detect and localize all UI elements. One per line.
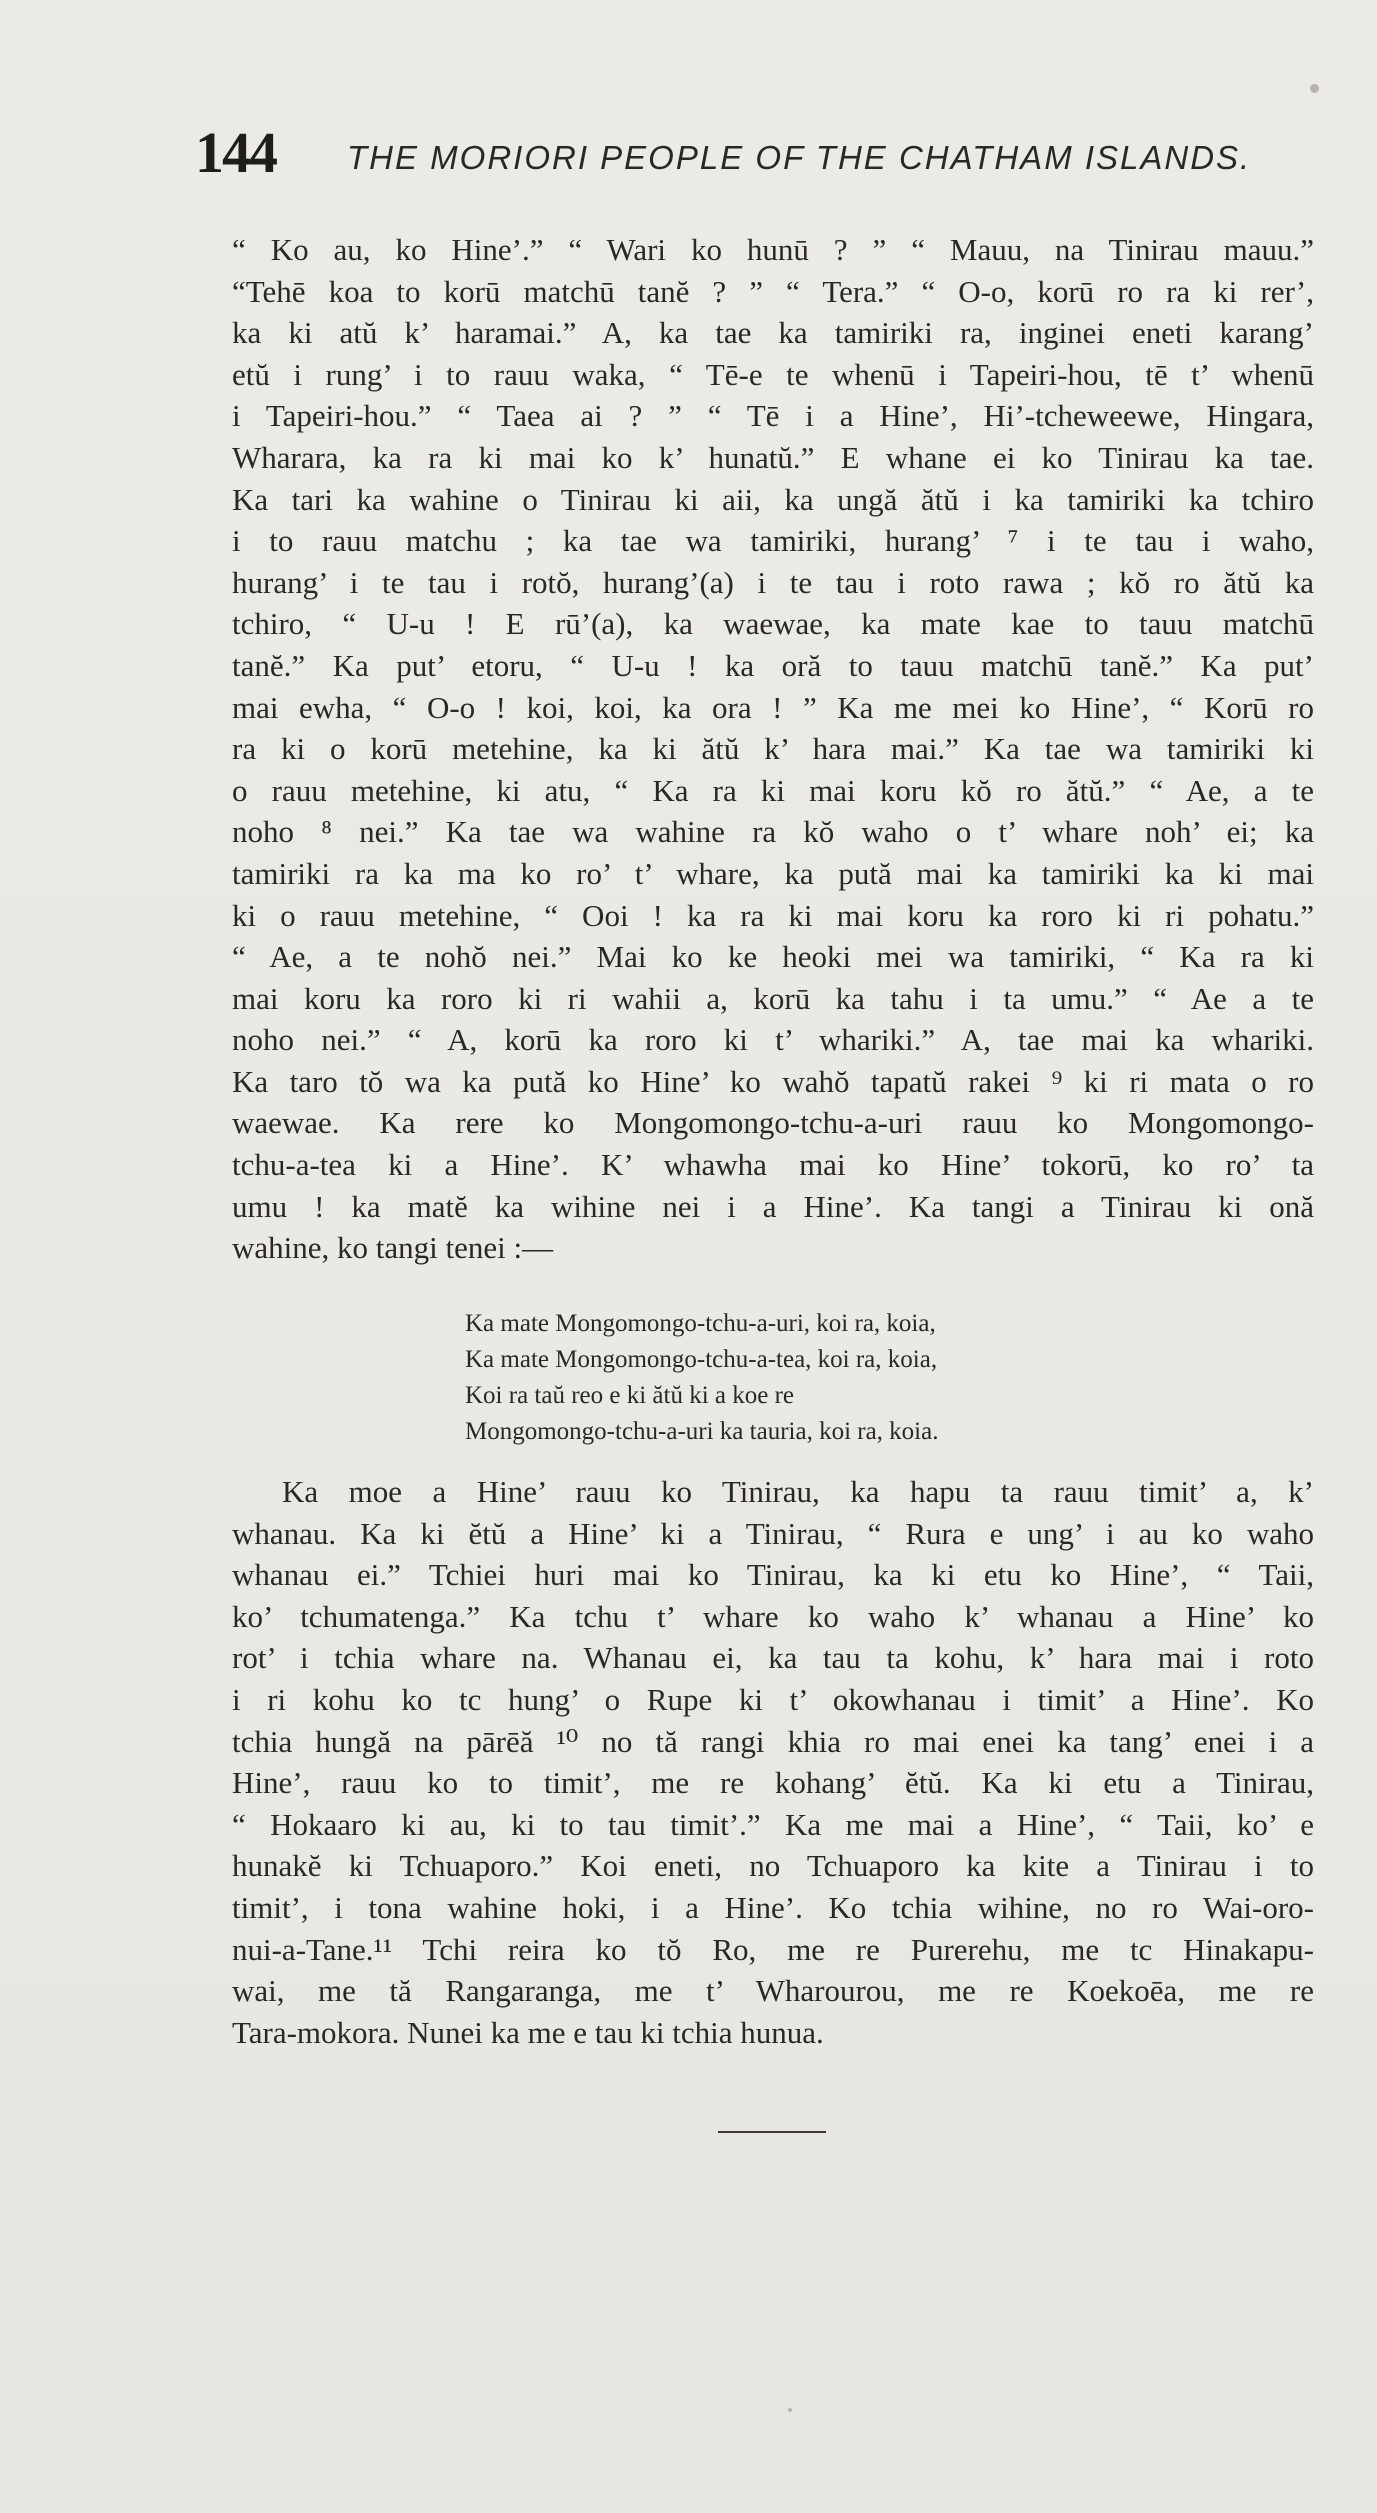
verse-line: Ka mate Mongomongo-tchu-a-tea, koi ra, koia, (465, 1346, 938, 1373)
text-line: noho ⁸ nei.” Ka tae wa wahine ra kŏ waho o t’ whare noh’ ei; ka (232, 814, 1314, 850)
verse-block (465, 1306, 1105, 1450)
text-line: wai, me tă Rangaranga, me t’ Wharourou, me re Koekoēa, me re (232, 1973, 1314, 2009)
text-line: timit’, i tona wahine hoki, i a Hine’. Ko tchia wihine, no ro Wai-oro- (232, 1889, 1314, 1925)
page-header (195, 118, 1252, 188)
text-line: tamiriki ra ka ma ko ro’ t’ whare, ka pută mai ka tamiriki ka ki mai (232, 855, 1314, 891)
section-end-rule (718, 2131, 826, 2133)
text-line: ki o rauu metehine, “ Ooi ! ka ra ki mai koru ka roro ki ri pohatu.” (232, 897, 1314, 933)
text-line: hurang’ i te tau i rotŏ, hurang’(a) i te tau i roto rawa ; kŏ ro ătŭ ka (232, 564, 1314, 600)
paragraph-2 (232, 1471, 1314, 2053)
text-line: “ Ae, a te nohŏ nei.” Mai ko ke heoki mei wa tamiriki, “ Ka ra ki (232, 939, 1314, 975)
text-line: nui-a-Tane.¹¹ Tchi reira ko tŏ Ro, me re Purerehu, me tc Hinakapu- (232, 1931, 1314, 1967)
text-line: tchia hungă na pārēă ¹⁰ no tă rangi khia ro mai enei ka tang’ enei i a (232, 1723, 1314, 1759)
text-line: waewae. Ka rere ko Mongomongo-tchu-a-uri rauu ko Mongomongo- (232, 1105, 1314, 1141)
text-line: rot’ i tchia whare na. Whanau ei, ka tau ta kohu, k’ hara mai i roto (232, 1640, 1314, 1676)
text-line: umu ! ka matĕ ka wihine nei i a Hine’. Ka tangi a Tinirau ki onă (232, 1188, 1314, 1224)
text-line: ka ki atŭ k’ haramai.” A, ka tae ka tamiriki ra, inginei eneti karang’ (232, 315, 1314, 351)
text-line: mai koru ka roro ki ri wahii a, korū ka tahu i ta umu.” “ Ae a te (232, 980, 1314, 1016)
verse-line: Mongomongo-tchu-a-uri ka tauria, koi ra, koia. (465, 1418, 939, 1445)
running-title: THE MORIORI PEOPLE OF THE CHATHAM ISLANDS. (347, 139, 1252, 176)
text-line: ko’ tchumatenga.” Ka tchu t’ whare ko waho k’ whanau a Hine’ ko (232, 1598, 1314, 1634)
text-line: o rauu metehine, ki atu, “ Ka ra ki mai koru kŏ ro ătŭ.” “ Ae, a te (232, 772, 1314, 808)
paper-speck (788, 2408, 792, 2412)
page-number: 144 (195, 120, 276, 185)
text-line: noho nei.” “ A, korū ka roro ki t’ whariki.” A, tae mai ka whariki. (232, 1022, 1314, 1058)
text-line: whanau ei.” Tchiei huri mai ko Tinirau, ka ki etu ko Hine’, “ Taii, (232, 1557, 1314, 1593)
text-line: Tara-mokora. Nunei ka me e tau ki tchia hunua. (232, 2014, 824, 2050)
verse-line: Ka mate Mongomongo-tchu-a-uri, koi ra, koia, (465, 1310, 936, 1337)
text-line: Ka tari ka wahine o Tinirau ki aii, ka ungă ătŭ i ka tamiriki ka tchiro (232, 481, 1314, 517)
text-line: i ri kohu ko tc hung’ o Rupe ki t’ okowhanau i timit’ a Hine’. Ko (232, 1681, 1314, 1717)
text-line: Ka taro tŏ wa ka pută ko Hine’ ko wahŏ tapatŭ rakei ⁹ ki ri mata o ro (232, 1063, 1314, 1099)
text-line: hunakĕ ki Tchuaporo.” Koi eneti, no Tchuaporo ka kite a Tinirau i to (232, 1848, 1314, 1884)
text-line: i Tapeiri-hou.” “ Taea ai ? ” “ Tē i a Hine’, Hi’-tcheweewe, Hingara, (232, 398, 1314, 434)
text-line: “ Hokaaro ki au, ki to tau timit’.” Ka me mai a Hine’, “ Taii, ko’ e (232, 1806, 1314, 1842)
text-line: tanĕ.” Ka put’ etoru, “ U-u ! ka oră to tauu matchū tanĕ.” Ka put’ (232, 647, 1314, 683)
text-line: Wharara, ka ra ki mai ko k’ hunatŭ.” E whane ei ko Tinirau ka tae. (232, 439, 1314, 475)
paper-speck (1310, 84, 1319, 93)
text-line: tchu-a-tea ki a Hine’. K’ whawha mai ko Hine’ tokorū, ko ro’ ta (232, 1147, 1314, 1183)
text-line: Hine’, rauu ko to timit’, me re kohang’ ĕtŭ. Ka ki etu a Tinirau, (232, 1765, 1314, 1801)
text-line: mai ewha, “ O-o ! koi, koi, ka ora ! ” Ka me mei ko Hine’, “ Korū ro (232, 689, 1314, 725)
text-line: wahine, ko tangi tenei :— (232, 1230, 554, 1266)
text-line: tchiro, “ U-u ! E rū’(a), ka waewae, ka mate kae to tauu matchū (232, 606, 1314, 642)
text-line: “ Ko au, ko Hine’.” “ Wari ko hunū ? ” “ Mauu, na Tinirau mauu.” (232, 232, 1314, 267)
text-line: ra ki o korū metehine, ka ki ătŭ k’ hara mai.” Ka tae wa tamiriki ki (232, 731, 1314, 767)
text-line: “Tehē koa to korū matchū tanĕ ? ” “ Tera.” “ O-o, korū ro ra ki rer’, (232, 273, 1314, 309)
verse-line: Koi ra taŭ reo e ki ătŭ ki a koe re (465, 1382, 795, 1409)
text-line: Ka moe a Hine’ rauu ko Tinirau, ka hapu ta rauu timit’ a, k’ (282, 1474, 1314, 1509)
text-line: etŭ i rung’ i to rauu waka, “ Tē-e te whenū i Tapeiri-hou, tē t’ whenū (232, 356, 1314, 392)
text-line: whanau. Ka ki ĕtŭ a Hine’ ki a Tinirau, “ Rura e ung’ i au ko waho (232, 1515, 1314, 1551)
paragraph-1 (232, 229, 1314, 1269)
text-line: i to rauu matchu ; ka tae wa tamiriki, hurang’ ⁷ i te tau i waho, (232, 523, 1314, 559)
